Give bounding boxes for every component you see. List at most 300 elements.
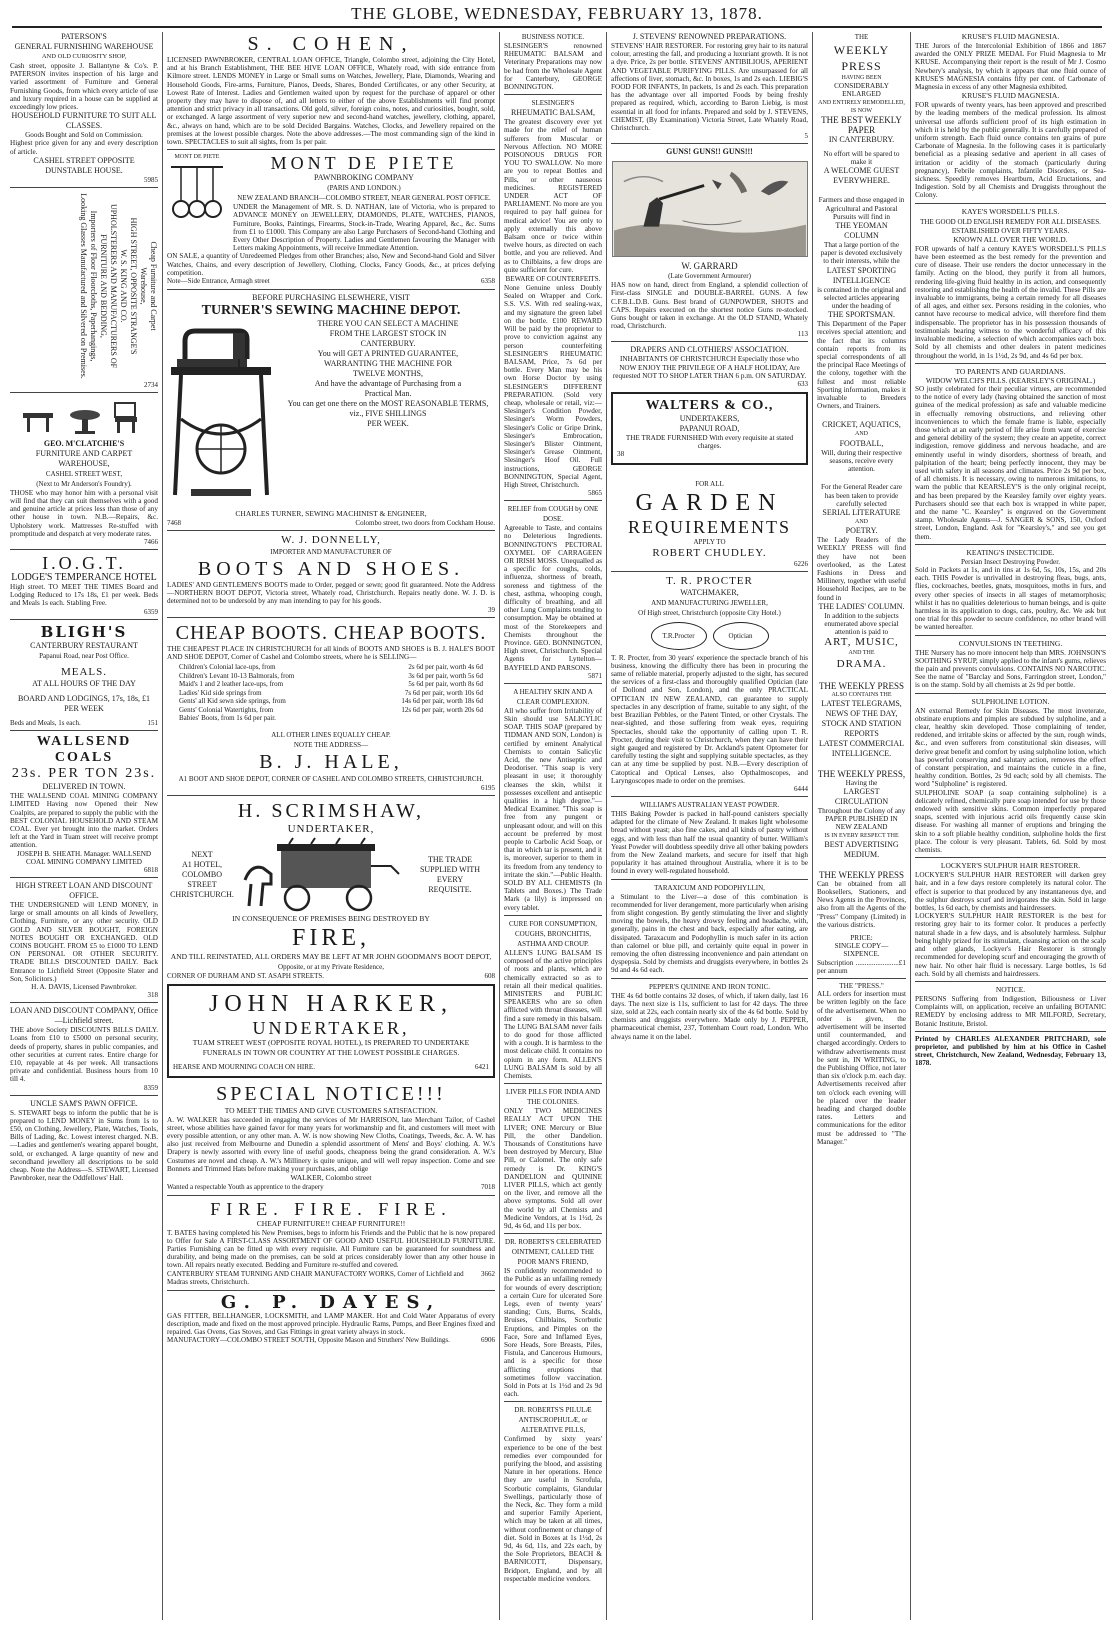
king-ad-line: Cheap Furniture and Carpet	[149, 241, 158, 331]
ad-number: 113	[797, 330, 808, 339]
ad-heading: SLESINGER'S	[531, 99, 575, 108]
scrim-right-line: THE TRADE	[427, 854, 473, 864]
ad-subheading: FOR ALL	[695, 479, 724, 488]
rule	[915, 1031, 1106, 1032]
ad-heading: T. R. PROCTER	[666, 574, 753, 587]
rule	[817, 978, 906, 979]
ad-heading: B. J. HALE,	[259, 750, 403, 773]
spacer	[611, 469, 808, 479]
king-ad	[10, 191, 158, 381]
price-value: 5s 6d per pair, worth 8s 6d	[408, 680, 483, 689]
ad-heading: A WELCOME GUEST EVERYWHERE.	[823, 166, 900, 186]
ad-subheading: (Next to Mr Anderson's Foundry).	[36, 479, 132, 488]
spectacles-engraving	[611, 622, 808, 650]
ad-number: 6421	[475, 1063, 489, 1072]
ad-body: SO justly celebrated for their peculiar virtues, are recommended to the notice of every lady (having obtained the sanction of most guinea of the medical profession) as safe and valuable medicine in effectually removing obstructions, and relieving other inconveniences to which the female frame is liable, especially those which at an early period of life arise from want of exercise and general debility of the system; they create an appetite, correct indigestion, remove giddiness and nervous headache, and are eminently useful in windy disorders, shortness of breath, and palpitation of the heart; being perfectly innocent, they may be used with safety in all seasons and climates. Price 2s 9d per box, of all chemists. It is necessary, owing to numerous imitations, to warn the public that KEARSLEY'S is the only original receipt, and has been prepared by the Kearsley family over eighty years. Purchasers should see that each box is wrapped in white paper, and the name "C. Kearsley" is engraved on the Government stamp. Wholesale Agents—J. SANGER & SONS, 150, Oxford street, London, England. Ask for "Kearsley's," and see you get them.	[915, 384, 1106, 541]
ad-signature: JOSEPH B. SHEATH. Manager. WALLSEND COAL MINING COMPANY LIMITED	[16, 849, 152, 866]
ad-subheading: WIDOW WELCH'S PILLS. (KEARSLEY'S ORIGINAL.)	[925, 376, 1096, 385]
rule	[10, 730, 158, 731]
ad-heading: H. SCRIMSHAW,	[237, 799, 425, 822]
bates-ad	[167, 1199, 495, 1287]
ad-address: MANUFACTORY—COLOMBO STREET SOUTH, Opposite Mason and Struthers' New Buildings.	[167, 1336, 450, 1345]
ad-address: A1 BOOT AND SHOE DEPOT, CORNER OF CASHEL AND COLOMBO STREETS, CHRISTCHURCH.	[178, 774, 484, 783]
walters-ad	[611, 392, 808, 465]
ad-body: ALL orders for insertion must be written legibly on the face of the advertisement. When no order is given, the advertisement will be inserted until countermanded, and charged accordingly. Orders to withdraw advertisements must be sent in, IN WRITING, to the Publishing Office, not later than six o'clock p.m. each day. Advertisements received after ten o'clock each evening will be placed over the leader heading and charged double rates. Letters and communications for the editor must be addressed to "The Manager."	[817, 990, 906, 1146]
rule	[915, 981, 1106, 982]
ad-body: HEARSE AND MOURNING COACH ON HIRE.	[173, 1063, 315, 1072]
ad-subheading: UNDERTAKERS,	[679, 414, 740, 424]
ad-heading: THE WEEKLY PRESS	[818, 680, 905, 691]
ad-heading: NEWS OF THE DAY,	[825, 708, 898, 718]
ad-heading: RELIEF from COUGH by ONE DOSE.	[507, 505, 599, 524]
rule	[10, 549, 158, 550]
ad-body: None Genuine unless Doubly Sealed on Wrapper and Cork. S.S. V.S. With red sealing-wax, and my signature the green label on the bottle. £100 REWARD Will be paid by the proprietor to prove to conviction against any person counterfeiting SLESINGER'S RHEUMATIC BALSAM, Price, 7s 6d per bottle. Every Man may be his own Horse Doctor by using SLESINGER'S DIFFERENT PREPARATION. (Sold very cheap, wholesale or retail, viz:— Slesinger's Condition Powder, Slesinger's Worm Powders, Slesinger's Colic or Gripe Drink, Slesinger's Embrocation, Slesinger's Blister Ointment, Slesinger's Grease Ointment, Slesinger's Hoof Oil. Full instructions, GEORGE BONNINGTON, Special Agent, High Street, Christchurch.	[504, 284, 602, 489]
turner-ad-line: And have the advantage of Purchasing from a	[314, 378, 462, 388]
ad-body: CONSIDERABLY ENLARGED	[834, 82, 889, 99]
ad-body: SULPHOLINE SOAP (a soap containing sulpholine) is a delicately refined, chemically pure soap intended for use by those endowed with sensitive skins. Common imperfectly prepared soaps, scented with injurious acrid oils frequently cause skin disease. For washing all manner of eruptions and bringing the skin to a soft pliable healthy condition, sulpholine holds the first place. The colour is very pleasant. Tablets, 6d. Sold by most chemists.	[915, 788, 1106, 855]
harker-ad	[167, 984, 495, 1078]
ad-number: 2734	[144, 380, 158, 389]
ad-heading: THE WEEKLY PRESS,	[817, 768, 906, 779]
ad-subheading: BEFORE PURCHASING ELSEWHERE, VISIT	[252, 292, 410, 302]
newspaper-title-dateline: THE GLOBE, WEDNESDAY, FEBRUARY 13, 1878.	[351, 4, 763, 23]
rule	[10, 1095, 158, 1096]
ad-body: THE Nursery has no more innocent help than MRS. JOHNSON'S SOOTHING SYRUP, simply applied to the infant's gums, relieves the pain and prevents convulsions. CONTAINS NO NARCOTIC. See the name of "Barclay and Sons, Farringdon street, London," is on the stamp. Sold by all chemists at 2s 9d per bottle.	[915, 648, 1106, 690]
ad-address: CORNER OF DURHAM AND ST. ASAPH STREETS.	[167, 971, 325, 980]
scrim-right-text	[415, 855, 485, 895]
price-row	[179, 697, 483, 706]
ad-number: 6226	[794, 559, 808, 568]
ad-number: 608	[484, 971, 495, 980]
ad-body: THE Jurors of the Intercolonial Exhibition of 1866 and 1867 awarded the ONLY PRIZE MEDAL For Fluid Magnesia to Mr KRUSE. Accompanying their report is the result of Mr J. Cosmo Newbery's analysis, by which it appears that one fluid ounce of KRUSE'S MAGNESIA contains fifty per cent. of Carbonate of Magnesia in excess of any other Magnesia exhibited.	[915, 42, 1106, 92]
wallsend-ad	[10, 734, 158, 874]
mont-de-piete-ad	[167, 153, 495, 285]
ad-footer-row	[167, 1183, 495, 1192]
ad-heading: CURE FOR CONSUMPTION, COUGHS, BRONCHITIS, ASTHMA AND CROUP.	[508, 919, 598, 948]
ad-subheading: CHEAP FURNITURE!! CHEAP FURNITURE!!	[256, 1218, 406, 1228]
rule	[611, 879, 808, 880]
ad-body: That a large portion of the paper is devoted exclusively to their interests, while the	[820, 241, 903, 266]
iogt-ad	[10, 553, 158, 616]
ad-number: 6818	[144, 865, 158, 874]
ad-heading: LOAN AND DISCOUNT COMPANY, Office—Lichfield street.	[10, 1006, 158, 1026]
spacer	[817, 410, 906, 420]
scrim-left-line: NEXT	[191, 849, 213, 859]
ad-body: GAS FITTER, BELLHANGER, LOCKSMITH, and LAMP MAKER. Hot and Cold Water Apparatus of every description, made and fixed on the most approved principle. Hydraulic Rams, Pumps, and Beer Engines fixed and repaired. Gas Ovens, Gas Stoves, and Gas Fittings in great variety always in stock.	[167, 1311, 495, 1336]
ad-body: PAPER PUBLISHED IN NEW ZEALAND	[825, 815, 898, 832]
king-ad-line: FURNITURE AND BEDDING,	[99, 233, 108, 338]
ad-address: CANTERBURY STEAM TURNING AND CHAIR MANUFACTORY WORKS, Corner of Lichfield and Madras streets, Christchurch.	[167, 1269, 464, 1287]
rule	[504, 915, 602, 916]
ad-number: 6359	[144, 607, 158, 616]
ad-heading: GUNS! GUNS!! GUNS!!!	[666, 147, 753, 157]
ad-heading: RHEUMATIC BALSAM,	[510, 108, 595, 118]
ad-heading: GARDEN	[635, 489, 784, 516]
turner-ad-line: You will GET A PRINTED GUARANTEE,	[317, 348, 459, 358]
ad-number: 151	[147, 718, 158, 727]
ad-body: PRICE:	[850, 933, 873, 942]
emblem-label: MONT DE PIETE	[174, 154, 220, 161]
ad-heading: BLIGH'S	[40, 622, 128, 641]
ad-heading: A HEALTHY SKIN AND A CLEAR COMPLEXION.	[513, 687, 593, 706]
scrim-right-line: REQUISITE.	[428, 884, 472, 894]
king-ad-line: HIGH STREET, OPPOSITE STRANGE'S	[129, 217, 138, 355]
king-ad-line: Importers of Floor Floorcloths, Paperhangings,	[89, 210, 98, 362]
turner-ad-line: THERE YOU CAN SELECT A MACHINE	[317, 318, 459, 328]
paterson-ad	[10, 32, 158, 184]
ad-heading: KAYE'S WORSDELL'S PILLS.	[961, 206, 1060, 216]
ad-body: THIS Baking Powder is packed in half-pound canisters specially adapted for the climate of New Zealand. It makes light wholesome bread without yeast; also fine cakes, and all kinds of pastry without eggs, and with less than half the usual quantity of butter. William's Yeast Powder will doubtless speedily drive all other baking powders from the New Zealand markets, and secure for itself that high popularity it has attained throughout Australia, where it is to be found in every well-regulated household.	[611, 809, 808, 876]
king-ad-line: Looking Glasses Manufactured and Silvered on Premises.	[79, 193, 88, 379]
scrim-right-line: EVERY	[436, 874, 464, 884]
ad-heading: DELIVERED IN TOWN.	[42, 782, 126, 792]
ad-number: 5	[804, 132, 808, 141]
hunting-scene-engraving	[612, 161, 808, 257]
turner-body	[281, 319, 495, 509]
ad-heading: CHEAP BOOTS. CHEAP BOOTS.	[175, 621, 487, 644]
ad-heading: MEALS.	[60, 665, 108, 678]
turner-ad	[167, 293, 495, 528]
rule	[611, 571, 808, 572]
price-row	[179, 689, 483, 698]
ad-number: 5871	[588, 671, 602, 680]
ad-number: 318	[147, 991, 158, 1000]
ad-body: Confirmed by sixty years' experience to be one of the best remedies ever compounded for purifying the blood, and assisting Nature in her operations. Hence they are useful in Scrofula, Scorbutic complaints, Glandular Swellings, particularly those of the Neck, &c. They form a mild and superior Family Aperient, which may be taken at all times, without confinement or change of diet. Sold in Boxes at 1s 1½d, 2s 9d, 4s 6d, 11s, and 22s each, by the Sole Proprietors, BEACH & BARNICOTT, Dispensary, Bridport, England, and by all respectable medicine vendors.	[504, 1435, 602, 1583]
ad-body: This Department of the Paper receives special attention; and the fact that its columns contain reports from its special correspondents of all the principal Race Meetings of the colony, together with the fullest and most reliable Sporting information, makes it invaluable to Breeders Owners, and Trainers.	[817, 320, 906, 411]
ad-heading: STOCK AND STATION REPORTS	[821, 718, 902, 738]
ad-body: Wanted a respectable Youth as apprentice to the drapery	[167, 1183, 324, 1191]
ad-heading: UNCLE SAM'S PAWN OFFICE.	[30, 1098, 138, 1108]
turner-ad-line: You can get one there on the MOST REASONABLE TERMS, viz., FIVE SHILLINGS	[287, 398, 489, 418]
rule	[10, 392, 158, 393]
ad-body: Goods Bought and Sold on Commission.	[25, 131, 143, 140]
ad-heading: TO PARENTS AND GUARDIANS.	[955, 366, 1066, 376]
ad-number: 6195	[481, 783, 495, 792]
ad-signature: WALKER, Colombo street	[290, 1173, 372, 1182]
ad-heading: W. GARRARD	[681, 261, 738, 272]
donnelly-ad	[167, 534, 495, 614]
ad-heading: KEATING'S INSECTICIDE.	[966, 547, 1055, 557]
ad-body: TUAM STREET WEST (OPPOSITE ROYAL HOTEL), IS PREPARED TO UNDERTAKE FUNERALS IN TOWN OR COUNTRY AT THE LOWEST POSSIBLE CHARGES.	[192, 1038, 470, 1058]
ad-body: Having the	[845, 778, 878, 787]
column-3	[499, 32, 606, 1620]
ad-body: IN CONSEQUENCE OF PREMISES BEING DESTROYED BY	[232, 913, 430, 923]
ad-body: Note—Side Entrance, Armagh street	[167, 277, 270, 286]
ad-heading: JOHN HARKER,	[208, 991, 453, 1018]
ad-body: AND ENTIRELY REMODELLED, IS NOW	[818, 99, 905, 114]
ad-footer-row	[173, 1063, 489, 1072]
ad-heading: FIRE,	[291, 924, 370, 951]
price-item: Maid's 1 and 2 leather lace-ups, from	[179, 680, 284, 689]
price-value: 14s 6d per pair, worth 18s 6d	[401, 697, 483, 706]
ad-heading: NOTICE.	[995, 984, 1026, 994]
spectacle-lens-right: Optician	[713, 622, 769, 650]
ad-body: ON SALE, a quantity of Unredeemed Pledges from other Branches; also, New and Second-hand Gold and Silver Watches, Chains, and every description of Jewellery, Clothing, Clocks, Fancy Goods, &c., at prices defying competition.	[167, 252, 495, 277]
ad-number: 39	[488, 605, 495, 614]
ad-number: 3662	[481, 1269, 495, 1278]
ad-body: All who suffer from Irritability of Skin should use SALICYLIC SOAP. THIS SOAP (prepared by TIDMAN AND SON, London) is certified by eminent Analytical Chemists to contain Salicylic Acid, the new Antiseptic and Deodoriser. "This soap is very pleasant in use; it thoroughly cleanses the skin, whilst it possesses excellent and antiseptic qualities in a high degree."—Medical Examiner. "This soap is free from any pungent or unpleasant odour, and will on this account be preferred by most people to Carbolic Acid Soap, or that in which tar is present, and it is, moreover, superior to them in its freedom from any tendency to irritate the skin."—Public Health. SOLD BY ALL CHEMISTS (In Tablets and Boxes.) The Trade Mark (a lily) is impressed on every tablet.	[504, 706, 602, 912]
ad-body: Sold in Packets at 1s, and in tins at 1s 6d, 5s, 10s, 15s, and 20s each. THIS Powder is unrivalled in destroying fleas, bugs, ants, flies, cockroaches, beetles, gnats, mosquitoes, moths in furs, and every other species of insects in all stages of metamorphosis; whilst it has no qualities deleterious to human beings, and is quite harmless in its application to dogs, cats, poultry, &c. We ask but one trial for this powder to secure confidence, no other brand will be wanted hereafter.	[915, 565, 1106, 632]
ad-subheading: APPLY TO	[693, 537, 726, 546]
ad-body: THE 4s 6d bottle contains 32 doses, of which, if taken daily, last 16 days. The next size is 11s, sufficient to last for 42 days. The three size, sold at 22s, each contain nearly six of the 4s 6d bottle. Sold by chemists and druggists everywhere. Made only by J. PEPPER, pharmaceutical chemist, 237, Tottenham Court road, London. Who always name it on the label.	[611, 991, 808, 1041]
rule	[504, 1233, 602, 1234]
ad-body: The greatest discovery ever yet made for the relief of human sufferers from Muscular or Nervous Affection. NO MORE POISONOUS DRUGS FOR YOU TO SWALLOW. No more are you to repeat Bottles and Pills, or other nauseous medicines. REGISTERED UNDER ACT OF PARLIAMENT. No more are you required to pay half guinea for medical advice! You are only to apply externally this above Balsam once or twice within twelve hours, as directed on each bottle, and you are relieved. And as to Chilblains, a few drops are quite sufficient for cure.	[504, 118, 602, 274]
ad-subheading: AND MANUFACTURING JEWELLER,	[651, 598, 768, 607]
ad-body: LADIES' AND GENTLEMEN'S BOOTS made to Order, pegged or sewn; good fit guaranteed. Note the Address—NORTHERN BOOT DEPOT, Victoria street, Whately road, Christchurch. Repairs neatly done. W. J. D. is determined not to be undersold by any man intending to pay for his goods.	[167, 581, 495, 606]
ad-number: 5865	[588, 489, 602, 498]
ad-number: 6906	[481, 1336, 495, 1345]
rule	[915, 363, 1106, 364]
dayes-ad	[167, 1291, 495, 1345]
rule	[167, 617, 495, 618]
rule	[167, 149, 495, 150]
price-item: Ladies' Kid side springs from	[179, 688, 262, 697]
rule	[504, 1083, 602, 1084]
ad-subheading: IMPORTER AND MANUFACTURER OF	[270, 548, 392, 557]
price-item: Children's Colonial lace-ups, from	[179, 663, 276, 672]
turner-ad-line: Practical Man.	[364, 388, 412, 398]
ad-body: STEVENS' HAIR RESTORER. For restoring grey hair to its natural colour, arresting the fall, and producing a luxuriant growth. It is not a dye. Price, 2s per bottle. STEVENS' ANTIBILIOUS, APERIENT AND VEGETABLE PURIFYING PILLS. Are unsurpassed for all affections of liver, stomach, &c. In boxes, 1s and 2s each. LIEBIG'S FOOD FOR INFANTS, In packets, 1s and 2s each. This preparation has the advantage over all imported Foods by being freshly prepared as required, which, according to Baron Liebig, is most essential in all food for infants. Prepared and sold by J. STEVENS, CHEMIST, (By Examination) Victoria Street, Late Whately Road, Christchurch.	[611, 42, 808, 133]
ad-heading: LATEST SPORTING INTELLIGENCE	[826, 265, 897, 285]
ad-body: THE WALLSEND COAL MINING COMPANY LIMITED Having now Opened their New Coalpits, are prepared to supply the public with the BEST COLONIAL HOUSEHOLD AND STEAM COAL. Ever yet brought into the market. Orders left at the Yard in Tuam street will receive prompt attention.	[10, 792, 158, 850]
ad-heading: PEPPER'S QUININE AND IRON TONIC.	[649, 982, 770, 991]
printer-imprint: Printed by CHARLES ALEXANDER PRITCHARD, sole proprietor, and published by him at his Office in Cashel street, Christchurch, New Zealand, Wednesday, February 13, 1878.	[915, 1034, 1106, 1068]
ad-heading: LATEST COMMERCIAL	[819, 738, 904, 748]
ad-body: THE CHEAPEST PLACE IN CHRISTCHURCH for all kinds of BOOTS AND SHOES is B. J. HALE'S BOOT AND SHOE DEPOT, Corner of Cashel and Colombo streets, where he is SELLING—	[167, 644, 495, 661]
ad-body: AND THE	[848, 650, 875, 657]
rule	[915, 857, 1106, 858]
rule	[504, 1401, 602, 1402]
rule	[504, 94, 602, 95]
ad-body: SLESINGER'S renowned RHEUMATIC BALSAM and Veterinary Preparations may now be had from the Wholesale Agent for Canterbury, GEORGE BONNINGTON.	[504, 42, 602, 92]
ad-heading: LATEST TELEGRAMS,	[821, 698, 902, 708]
rule	[167, 530, 495, 531]
ad-subheading: THE	[854, 33, 869, 41]
ad-subheading: (PARIS AND LONDON.)	[327, 184, 401, 193]
turner-ad-line: FROM THE LARGEST STOCK IN	[329, 328, 447, 338]
rule	[915, 544, 1106, 545]
ad-body: Can be obtained from all Booksellers, Stationers, and News Agents in the Provinces, also from all the Agents of the "Press" Company (Limited) in the various districts.	[817, 879, 906, 929]
ad-body: SINGLE COPY—SIXPENCE.	[834, 942, 889, 959]
rule	[915, 203, 1106, 204]
rule	[10, 877, 158, 878]
ad-body: Opposite, or at my Private Residence,	[278, 962, 384, 971]
ad-heading: BOOTS AND SHOES.	[197, 558, 465, 581]
rule	[611, 143, 808, 144]
ad-body: Agreeable to Taste, and contains no Deleterious Ingredients. BONNINGTON'S PECTORAL OXYMEL OF CARRAGEEN OR IRISH MOSS. Unequalled as a specific for coughs, colds, influenza, shortness of breath, soreness and tightness of the chest, asthma, whooping cough, difficulty of breathing, and all other Lung Complaints tending to consumption. May be obtained at most of the Storekeepers and Chemists throughout the Province. GEO. BONNINGTON, High street, Christchurch. Special Agents for Lyttelton—BAYFIELD AND PARSONS.	[504, 524, 602, 672]
masthead	[12, 4, 1102, 28]
ad-subheading: WATCHMAKER,	[680, 587, 739, 597]
ad-body: The Lady Readers of the WEEKLY PRESS will find they have not been overlooked, as the Latest Fashions in Dress and Millinery, together with useful Household Recipes, are to be found in	[817, 536, 906, 602]
rule	[915, 693, 1106, 694]
ad-body: In addition to the subjects enumerated above special attention is paid to	[824, 611, 899, 637]
spacer	[817, 671, 906, 681]
ad-heading: LOCKYER'S SULPHUR HAIR RESTORER.	[940, 861, 1081, 871]
ad-heading: THE "PRESS."	[839, 982, 884, 990]
ad-footer-row	[10, 719, 158, 728]
ad-heading: G. P. DAYES,	[220, 1291, 442, 1313]
ad-address: Papanui Road, near Post Office.	[39, 651, 129, 660]
ad-heading: WILLIAM'S AUSTRALIAN YEAST POWDER.	[639, 800, 780, 809]
scrim-left-text	[167, 850, 237, 900]
ad-heading: I.O.G.T.	[42, 553, 126, 574]
rule	[504, 683, 602, 684]
ad-subheading: UNDERTAKER,	[252, 1018, 410, 1039]
ad-body: ONLY TWO MEDICINES REALLY ACT UPON THE LIVER; ONE Mercury or Blue Pill, the other Dandelion. Thousands of Constitutions have been destroyed by Mercury, Blue Pill, or Calomel. The only safe remedy is Dr. KING'S DANDELION and QUININE LIVER PILLS, which act gently on the liver, and remove all the above symptoms. Sold all over the world by all Chemists and Medicine Vendors, at 1s 1½d, 2s 9d, 4s 6d, and 11s per box.	[504, 1107, 602, 1230]
ad-heading: S. COHEN,	[247, 33, 415, 55]
blighs-ad	[10, 623, 158, 728]
hale-ad	[167, 621, 495, 792]
ad-number: 8359	[144, 1083, 158, 1092]
ad-heading: KRUSE'S FLUID MAGNESIA.	[961, 91, 1060, 101]
spacer	[817, 473, 906, 483]
ad-heading: SULPHOLINE LOTION.	[971, 696, 1050, 706]
rule	[915, 635, 1106, 636]
ad-body: Beds and Meals, 1s each.	[10, 718, 81, 727]
mclatchie-ad	[10, 397, 158, 546]
ad-heading: AT ALL HOURS OF THE DAY	[32, 678, 136, 688]
ad-heading: SERIAL LITERATURE	[822, 507, 901, 517]
ad-body: THOSE who may honor him with a personal visit will find that they can suit themselves with a good and genuine article at prices less than those of any other house in town. N.B.—Repairs, &c. Upholstery work. Mattresses Re-stuffed with promptitude and despatch at very moderate rates.	[10, 488, 158, 538]
price-value: 2s 6d per pair, worth 4s 6d	[408, 663, 483, 672]
price-value: 3s 6d per pair, worth 5s 6d	[408, 671, 483, 680]
ad-body: THE above Society DISCOUNTS BILLS DAILY. Loans from £10 to £5000 on personal security, deeds of property, shares in public companies, and other securities at current rates. Entire charge for £10, repayable at 4s per week. All transactions private and confidential. Business hours from 10 till 4.	[10, 1026, 158, 1084]
ad-subheading: UNDERTAKER,	[287, 822, 375, 835]
ad-body: Highest price given for any and every description of article.	[10, 139, 158, 156]
ad-body: ALSO CONTAINS THE	[831, 691, 892, 698]
ad-heading: THE YEOMAN COLUMN	[835, 221, 888, 241]
ad-heading: INTELLIGENCE.	[831, 748, 892, 758]
scrim-left-line: COLOMBO STREET	[181, 869, 222, 889]
ad-address: CASHEL STREET OPPOSITE DUNSTABLE HOUSE.	[33, 155, 135, 175]
column-1	[6, 32, 162, 1620]
scrim-right-line: SUPPLIED WITH	[419, 864, 481, 874]
ad-body: LOCKYER'S SULPHUR HAIR RESTORER will darken grey hair, and in a few days restore completely its natural color. The effect is superior to that produced by any instantaneous dye, and the sulphur destroys scurf and invigorates the skin. Sold in large bottles, 1s 6d each, by chemists and hairdressers.	[915, 871, 1106, 913]
ad-heading: LARGEST CIRCULATION	[834, 786, 889, 806]
ad-heading: ROBERT CHUDLEY.	[652, 546, 767, 559]
scrim-left-line: A1 HOTEL,	[182, 859, 222, 869]
price-row	[179, 672, 483, 681]
price-value: 12s 6d per pair, worth 20s 6d	[401, 705, 483, 714]
ad-heading: LODGE'S TEMPERANCE HOTEL	[11, 572, 157, 584]
ad-body: Subscription ........................£1 per annum	[817, 958, 906, 975]
spacer	[817, 860, 906, 870]
ad-subheading: NEW ZEALAND BRANCH—COLOMBO STREET, NEAR GENERAL POST OFFICE.	[237, 194, 491, 203]
ad-signature: H. A. DAVIS, Licensed Pawnbroker.	[31, 983, 137, 992]
ad-heading: WEEKLY PRESS	[833, 43, 890, 73]
ad-body: is contained in the original and selected articles appearing under the heading of	[817, 285, 906, 311]
price-item: Children's Levant 10-13 Balmorals, from	[179, 671, 295, 680]
ad-body: THE TRADE FURNISHED With every requisite at stated charges.	[625, 434, 794, 451]
ad-number: 6444	[794, 784, 808, 793]
ad-heading: BEWARE OF COUNTERFEITS.	[505, 275, 601, 284]
cohen-ad	[167, 32, 495, 146]
ad-body: ALLEN'S LUNG BALSAM IS composed of the active principles of roots and plants, which are chemically extracted so as to retain all their medical qualities. MINISTERS and PUBLIC SPEAKERS who are so often afflicted with throat diseases, will find a sure remedy in this balsam. The LUNG BALSAM never fails to do good for those afflicted with a cough. It is harmless to the most delicate child. It contains no opium in any form. ALLEN'S LUNG BALSAM Is sold by all Chemists.	[504, 948, 602, 1080]
ad-body: LOCKYER'S SULPHUR HAIR RESTORER is the best for restoring grey hair to its former color. It produces a perfectly natural shade in a few days, and is absolutely harmless. Sulphur being highly prized for its stimulant, cleansing action on the scalp and other glands, Lockyer's Hair Restorer is strongly recommended for developing scurf and encouraging the growth of new hair. No other hair fluid is necessary. Large bottles, 1s 6d each. Sold by all chemists and hairdressers.	[915, 912, 1106, 978]
ad-number: 7466	[144, 538, 158, 547]
ad-body: LICENSED PAWNBROKER, CENTRAL LOAN OFFICE, Triangle, Colombo street, adjoining the City Hotel, and at his Branch Establishment, THE BEE HIVE LOAN OFFICE, Whately road, with side entrance from Kilmore street. LENDS MONEY in Large or Small sums on Watches, Jewellery, Plate, Diamonds, Wearing and Household Goods, Fire-arms, Furniture, Pianos, Deeds, Shares, Bonded Certificates, or any other Security, at Lowest Rate of Interest. Ladies and Gentlemen waited upon by request for the purchase of apparel or other property they may have to dispose of, and all letters to either of the above Establishments will find prompt attention and strict privacy in all transactions. Old gold, silver, foreign coins, notes, and curiosities, bought, sold, or exchanged. A large assortment of very superior new and second-hand watches, jewellery, clothing, apparel, &c., always on hand, which are to be sold Decided Bargains. Watches, Clocks, and Jewellery repaired on the premises at the lowest possible charges. Note the above addresses.—The most commanding sign of the kind in town. SPECTACLES to suit all sights, from 1s per pair.	[167, 56, 495, 147]
loan-discount-ad	[10, 1006, 158, 1091]
ad-heading: THE BEST WEEKLY PAPER	[821, 115, 902, 136]
ad-heading: THE GOOD OLD ENGLISH REMEDY FOR ALL DISEASES.	[920, 217, 1101, 226]
ad-heading: POETRY.	[845, 526, 878, 536]
ad-number: 7468	[167, 518, 181, 527]
ad-address: PAPANUI ROAD,	[679, 424, 740, 434]
ad-footer-row	[167, 519, 495, 528]
ad-heading: PAWNBROKING COMPANY	[314, 173, 414, 183]
ad-body: No effort will be spared to make it	[823, 150, 900, 167]
ad-heading: CONVULSIONS IN TEETHING.	[958, 638, 1063, 648]
ad-heading: THE LADIES' COLUMN.	[818, 601, 905, 611]
furniture-engraving	[19, 397, 149, 435]
king-ad-line: W. S. KING AND CO.	[119, 249, 128, 323]
scrim-left-line: CHRISTCHURCH.	[170, 889, 234, 899]
ad-signature: CHARLES TURNER, SEWING MACHINIST & ENGINEER,	[235, 508, 427, 518]
price-row	[179, 680, 483, 689]
uncle-sam-ad	[10, 1099, 158, 1183]
ad-heading: REQUIREMENTS	[628, 516, 791, 537]
ad-body: AND	[855, 518, 868, 525]
ad-body: THE UNDERSIGNED will LEND MONEY, in large or small amounts on all kinds of Jewellery, Clothing, Furniture, or any other security. OLD GOLD AND SILVER BOUGHT, FOREIGN NOTES BOUGHT OR EXCHANGED. OLD COINS BOUGHT. FROM £5 to £1000 TO LEND ON PERSONAL OR OTHER SECURITY. TRADE BILLS DISCOUNTED DAILY. Back Entrance to Lichfield Street (Opposite Slater and Son, Solicitors.)	[10, 900, 158, 983]
ad-body: AND TILL REINSTATED, ALL ORDERS MAY BE LEFT AT MR JOHN GOODMAN'S BOOT DEPOT,	[170, 951, 492, 961]
ad-heading: DR. ROBERTS'S CELEBRATED OINTMENT, CALLED THE POOR MAN'S FRIEND,	[505, 1238, 601, 1267]
ad-heading: HOUSEHOLD FURNITURE TO SUIT ALL CLASSES.	[11, 111, 157, 131]
rule	[167, 1290, 495, 1291]
ad-heading: MONT DE PIETE	[270, 153, 458, 174]
ad-heading: BEST ADVERTISING MEDIUM.	[824, 839, 899, 859]
ad-heading: IN CANTERBURY.	[828, 135, 895, 145]
turner-ad-line: TWELVE MONTHS,	[353, 368, 423, 378]
column-6	[910, 32, 1110, 1620]
rule	[167, 1195, 495, 1196]
rule	[10, 187, 158, 188]
pawn-balls-icon	[167, 161, 227, 231]
walker-ad	[167, 1082, 495, 1192]
ad-body: AN external Remedy for Skin Diseases. The most inveterate, obstinate eruptions and pimples are subdued by sulpholine, and a clear, healthy skin developed. Those complaining of tender, reddened, and irritable skins or affected by the sun, rough winds, &c., and even sufferers from constitutional skin diseases, will derive great benefit and comfort by using sulpholine lotion, which has powerful conserving and salutary action, removes the effect of constant perspiration, and maintains the cuticle in a fine, healthy condition. Bottles, 2s 9d each; sold by all chemists. The word "Sulpholine" is registered.	[915, 706, 1106, 789]
ad-heading: CANTERBURY RESTAURANT	[30, 640, 138, 650]
ad-heading: THE SPORTSMAN.	[827, 310, 896, 320]
ad-subheading: TO MEET THE TIMES AND GIVE CUSTOMERS SATISFACTION.	[224, 1105, 438, 1115]
mdp-emblem	[167, 153, 227, 252]
ad-subheading: NOTE THE ADDRESS—	[293, 740, 369, 749]
ad-body: T. R. Procter, from 30 years' experience the spectacle branch of his business, knowing the difficulty there has been in procuring the same of reliable material, properly adjusted to the sight, has secured the services of a first-class and thoroughly qualified Optician (late of Dollond and Son, London), and the only PRACTICAL OPTICIAN IN NEW ZEALAND, can guarantee to supply spectacles in any description of frame, suitable to any sight, of the best Brazilian Pebbles, or the Patent Tinted, or other Crystals. The near-sighted, and those suffering from weak eyes, requiring Spectacles, should take the opportunity of calling upon T. R. Procter, during their visit to Christchurch, when they can have their sight gauged and registered by Dr. Ackland's patent Optometer for carefully testing the sight and supplying suitable spectacles, as they can at any time be supplied by post. N.B.—Every description of Catoptical and Optical Lenses, also Opthalmoscopes, and Laryngoscopes made to order on the premises.	[611, 653, 808, 785]
ad-body: Cash street, opposite J. Ballantyne & Co's. P. PATERSON invites inspection of his large and varied assortment of Furniture and General Furnishing Goods, from which every article of use and luxury required in a house can be supplied at exceedingly low prices.	[10, 62, 158, 112]
ad-body: Will, during their respective seasons, receive every attention.	[821, 448, 902, 474]
ad-body: IS confidently recommended to the Public as an unfailing remedy for wounds of every description; a certain Cure for ulcerated Sore Legs, even of twenty years' standing; Cuts, Burns, Scalds, Bruises, Chilblains, Scorbutic Eruptions, and Pimples on the Face, Sore and Inflamed Eyes, Sore Heads, Sore Breasts, Piles, Fistula, and Cancerous Humours, and is a specific for those afflicting eruptions that sometimes follow vaccination. Sold in Pots at 1s 1½d and 2s 9d each.	[504, 1267, 602, 1399]
ad-heading: TARAXICUM AND PODOPHYLLIN,	[654, 883, 765, 892]
ad-heading: J. STEVENS' RENOWNED PREPARATIONS.	[632, 32, 787, 41]
ad-heading: KRUSE'S FLUID MAGNESIA.	[961, 32, 1060, 41]
ad-body: Farmers and those engaged in Agricultural and Pastoral Pursuits will find in	[818, 196, 905, 221]
ad-body: HAS now on hand, direct from England, a splendid collection of First-class SINGLE and DOUBLE-BARREL GUNS. A few C.F.B.L.D.B. Guns. Best brand of GUNPOWDER, SHOTS and CAPS. Repairs executed on the shortest notice Guns re-stocked. Guns bought or taken in exchange. At the OLD STAND, Whately road, Christchurch.	[611, 281, 808, 331]
ad-price: 23s. PER TON 23s.	[11, 766, 157, 782]
rule	[167, 289, 495, 290]
ad-heading: TURNER'S SEWING MACHINE DEPOT.	[201, 302, 461, 318]
rule	[10, 1002, 158, 1003]
ad-body: For the General Reader care has been taken to provide carefully selected	[820, 483, 902, 508]
column-5	[812, 32, 910, 1620]
ad-body: A. W. WALKER has succeeded in engaging the services of Mr HARRISON, late Merchant Tailor, of Cashel street, whose abilities have gained favor for many years for workmanship and fit, and customers will meet with every possible attention, or any other man. A. W. is now showing New Cloths, Coatings, Tweeds, &c. A. W. has also just received from Melbourne and Dunedin a splendid assortment of Mens' and Boys' clothing. A. W.'s Drapery is newly assorted with every line of useful goods, cheapness being the grand consideration. A. W.'s Costumes are novel and cheap. A. W.'s Millinery is quite unique, and will well repay inspection. Come and see Bonnets and Trimmed Hats before making your purchases, and oblige	[167, 1115, 495, 1173]
ad-footer-row	[167, 1336, 495, 1345]
turner-ad-line: CANTERBURY.	[360, 338, 416, 348]
price-item: Gents' Colonial Watertights, from	[179, 705, 274, 714]
rule	[611, 796, 808, 797]
rule	[611, 341, 808, 342]
spacer	[817, 759, 906, 769]
rule	[611, 978, 808, 979]
spacer	[817, 186, 906, 196]
ad-heading: HIGH STREET LOAN AND DISCOUNT OFFICE.	[15, 880, 153, 900]
